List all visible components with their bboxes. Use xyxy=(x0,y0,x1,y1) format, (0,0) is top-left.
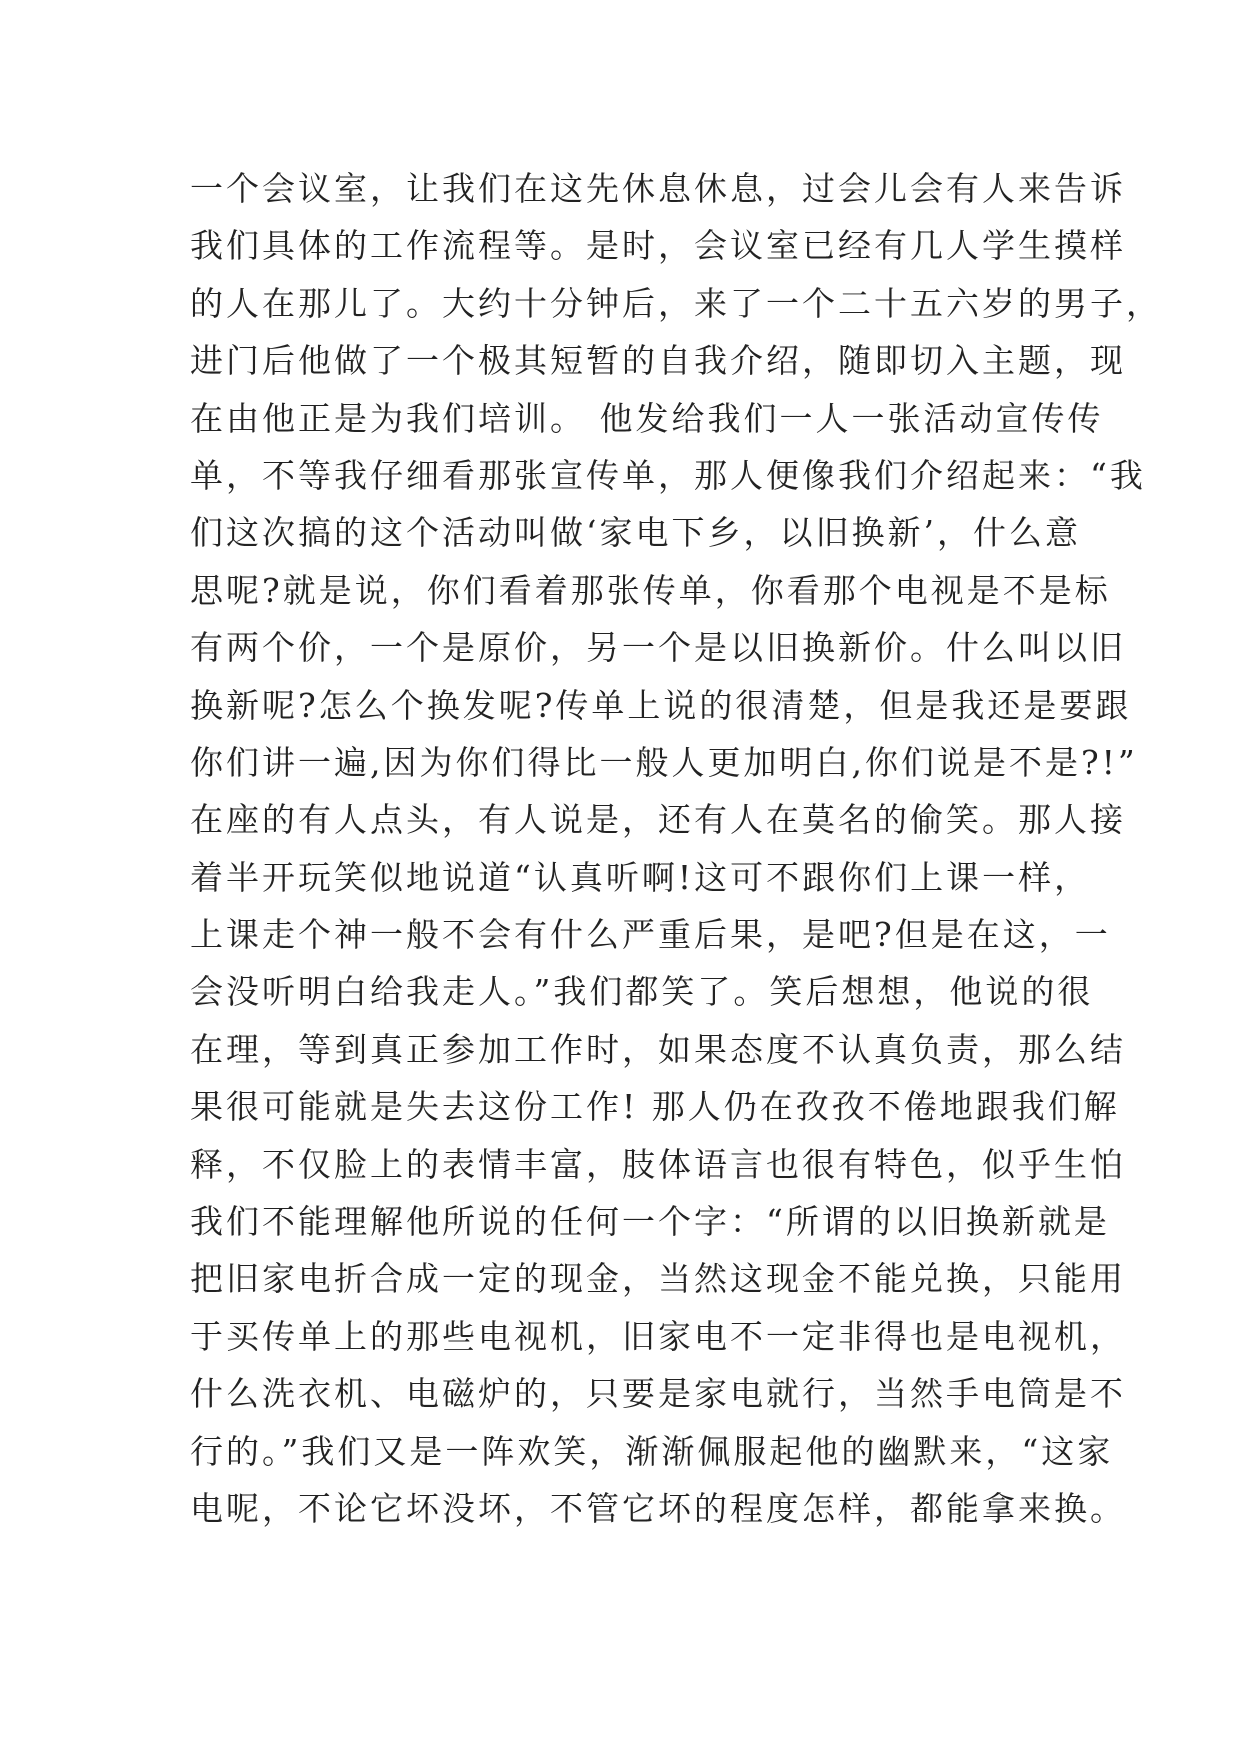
text-line: 有两个价，一个是原价，另一个是以旧换新价。什么叫以旧 xyxy=(190,628,1126,668)
text-line: 我们不能理解他所说的任何一个字：“所谓的以旧换新就是 xyxy=(190,1202,1110,1242)
text-line: 会没听明白给我走人。”我们都笑了。笑后想想，他说的很 xyxy=(190,972,1094,1012)
text-line: 果很可能就是失去这份工作! 那人仍在孜孜不倦地跟我们解 xyxy=(190,1087,1120,1127)
text-line: 在理，等到真正参加工作时，如果态度不认真负责，那么结 xyxy=(190,1029,1126,1069)
text-line: 的人在那儿了。大约十分钟后，来了一个二十五六岁的男子， xyxy=(190,283,1162,323)
text-line: 在座的有人点头，有人说是，还有人在莫名的偷笑。那人接 xyxy=(190,800,1126,840)
text-line: 着半开玩笑似地说道“认真听啊!这可不跟你们上课一样， xyxy=(190,857,1091,897)
text-line: 于买传单上的那些电视机，旧家电不一定非得也是电视机， xyxy=(190,1316,1126,1356)
text-line: 思呢?就是说，你们看着那张传单，你看那个电视是不是标 xyxy=(190,570,1111,610)
text-line: 们这次搞的这个活动叫做‘家电下乡，以旧换新’，什么意 xyxy=(190,513,1081,553)
text-line: 上课走个神一般不会有什么严重后果，是吧?但是在这，一 xyxy=(190,915,1111,955)
text-line: 换新呢?怎么个换发呢?传单上说的很清楚，但是我还是要跟 xyxy=(190,685,1132,725)
text-line: 电呢，不论它坏没坏，不管它坏的程度怎样，都能拿来换。 xyxy=(190,1488,1126,1528)
text-line: 什么洗衣机、电磁炉的，只要是家电就行，当然手电筒是不 xyxy=(190,1374,1126,1414)
text-line: 你们讲一遍,因为你们得比一般人更加明白,你们说是不是?!” xyxy=(190,742,1138,782)
text-line: 一个会议室，让我们在这先休息休息，过会儿会有人来告诉 xyxy=(190,169,1126,208)
text-line: 行的。”我们又是一阵欢笑，渐渐佩服起他的幽默来，“这家 xyxy=(190,1431,1114,1471)
text-line: 我们具体的工作流程等。是时，会议室已经有几人学生摸样 xyxy=(190,226,1126,266)
text-line: 把旧家电折合成一定的现金，当然这现金不能兑换，只能用 xyxy=(190,1259,1126,1299)
text-line: 在由他正是为我们培训。 他发给我们一人一张活动宣传传 xyxy=(190,398,1104,438)
text-line: 释，不仅脸上的表情丰富，肢体语言也很有特色，似乎生怕 xyxy=(190,1144,1126,1184)
text-line: 进门后他做了一个极其短暂的自我介绍，随即切入主题，现 xyxy=(190,341,1126,381)
body-text xyxy=(190,160,1162,1537)
text-line: 单，不等我仔细看那张宣传单，那人便像我们介绍起来：“我 xyxy=(190,455,1146,495)
